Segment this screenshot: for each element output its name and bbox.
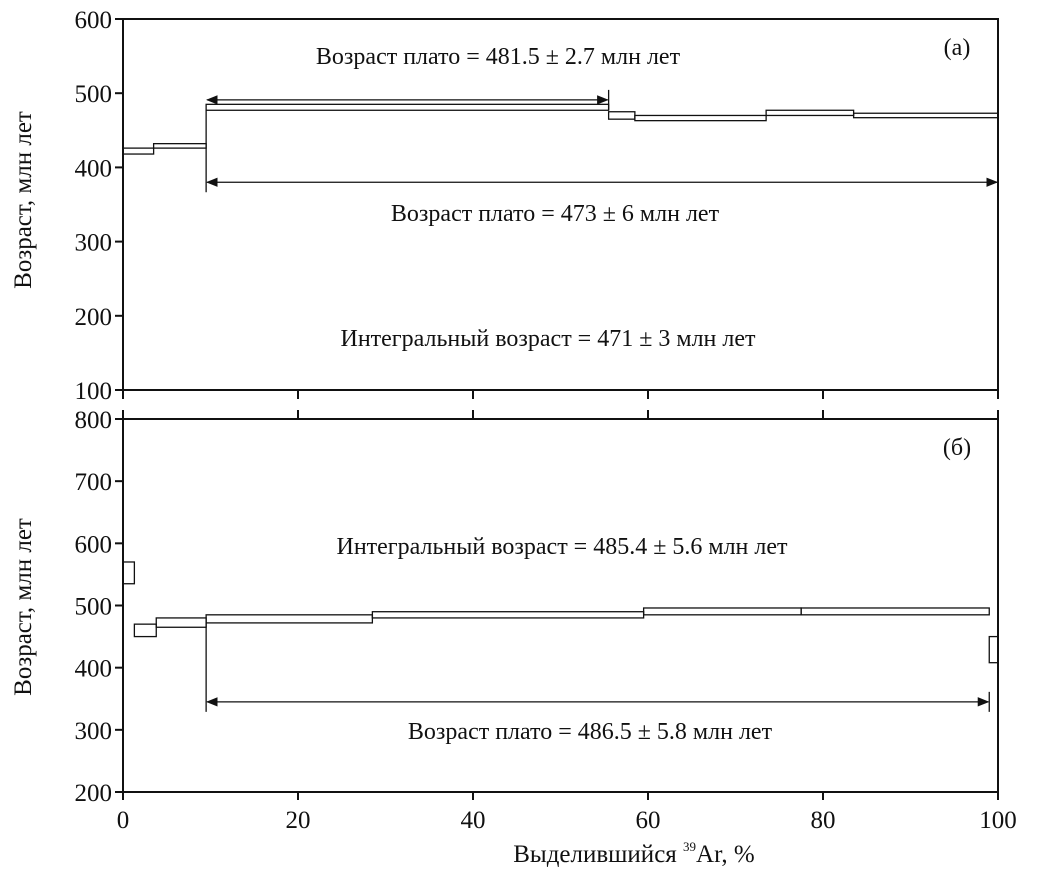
x-axis-label: Выделившийся $^{39}$Ar, %	[513, 839, 755, 868]
plateau-age-a1: Возраст плато = 481.5 ± 2.7 млн лет	[315, 44, 681, 70]
y-tick-label-a: 400	[74, 155, 112, 183]
integral-age-a: Интегральный возраст = 471 ± 3 млн лет	[340, 326, 756, 352]
y-tick-label-a: 200	[74, 303, 112, 331]
y-tick-label-a: 100	[74, 378, 112, 405]
panel-a-label: (а)	[943, 35, 971, 61]
spectrum-step-a	[123, 148, 154, 154]
spectrum-step-b	[644, 608, 802, 615]
y-tick-label-a: 500	[74, 81, 112, 109]
panel-a	[10, 7, 998, 419]
y-tick-label-b: 400	[74, 655, 112, 683]
y-tick-label-b: 800	[74, 407, 112, 434]
y-tick-label-b: 700	[74, 469, 112, 497]
panel-b-label: (б)	[942, 435, 972, 461]
x-tick-label-b: 20	[285, 807, 311, 834]
spectrum-step-b	[372, 612, 643, 618]
spectrum-step-a	[766, 110, 854, 115]
x-tick-label-b: 80	[810, 807, 836, 834]
spectrum-step-b	[134, 624, 156, 636]
spectrum-step-a	[206, 104, 609, 110]
plateau-age-a2: Возраст плато = 473 ± 6 млн лет	[390, 201, 720, 227]
spectrum-step-b	[206, 615, 372, 623]
spectrum-step-b	[123, 562, 134, 584]
y-tick-label-b: 600	[74, 531, 112, 559]
y-tick-label-b: 200	[74, 780, 112, 807]
spectrum-step-b	[989, 637, 998, 663]
x-tick-label-b: 60	[635, 807, 661, 834]
y-tick-label-a: 300	[74, 229, 112, 257]
panel-b-ylabel: Возраст, млн лет	[10, 518, 37, 696]
x-tick-label-b: 100	[979, 807, 1017, 834]
integral-age-b: Интегральный возраст = 485.4 ± 5.6 млн лет	[336, 534, 788, 560]
y-tick-label-a: 600	[74, 7, 112, 34]
spectrum-step-b	[801, 608, 989, 615]
y-tick-label-b: 300	[74, 717, 112, 745]
x-tick-label-b: 40	[460, 807, 486, 834]
spectrum-step-a	[635, 115, 766, 120]
spectrum-step-b	[156, 618, 206, 627]
y-tick-label-b: 500	[74, 593, 112, 621]
spectrum-step-a	[154, 144, 207, 148]
panel-b	[10, 407, 1017, 868]
x-tick-label-b: 0	[116, 807, 130, 834]
panel-a-ylabel: Возраст, млн лет	[10, 111, 37, 289]
spectrum-step-a	[609, 112, 635, 119]
spectrum-step-a	[854, 113, 998, 117]
plateau-age-b: Возраст плато = 486.5 ± 5.8 млн лет	[407, 719, 773, 745]
